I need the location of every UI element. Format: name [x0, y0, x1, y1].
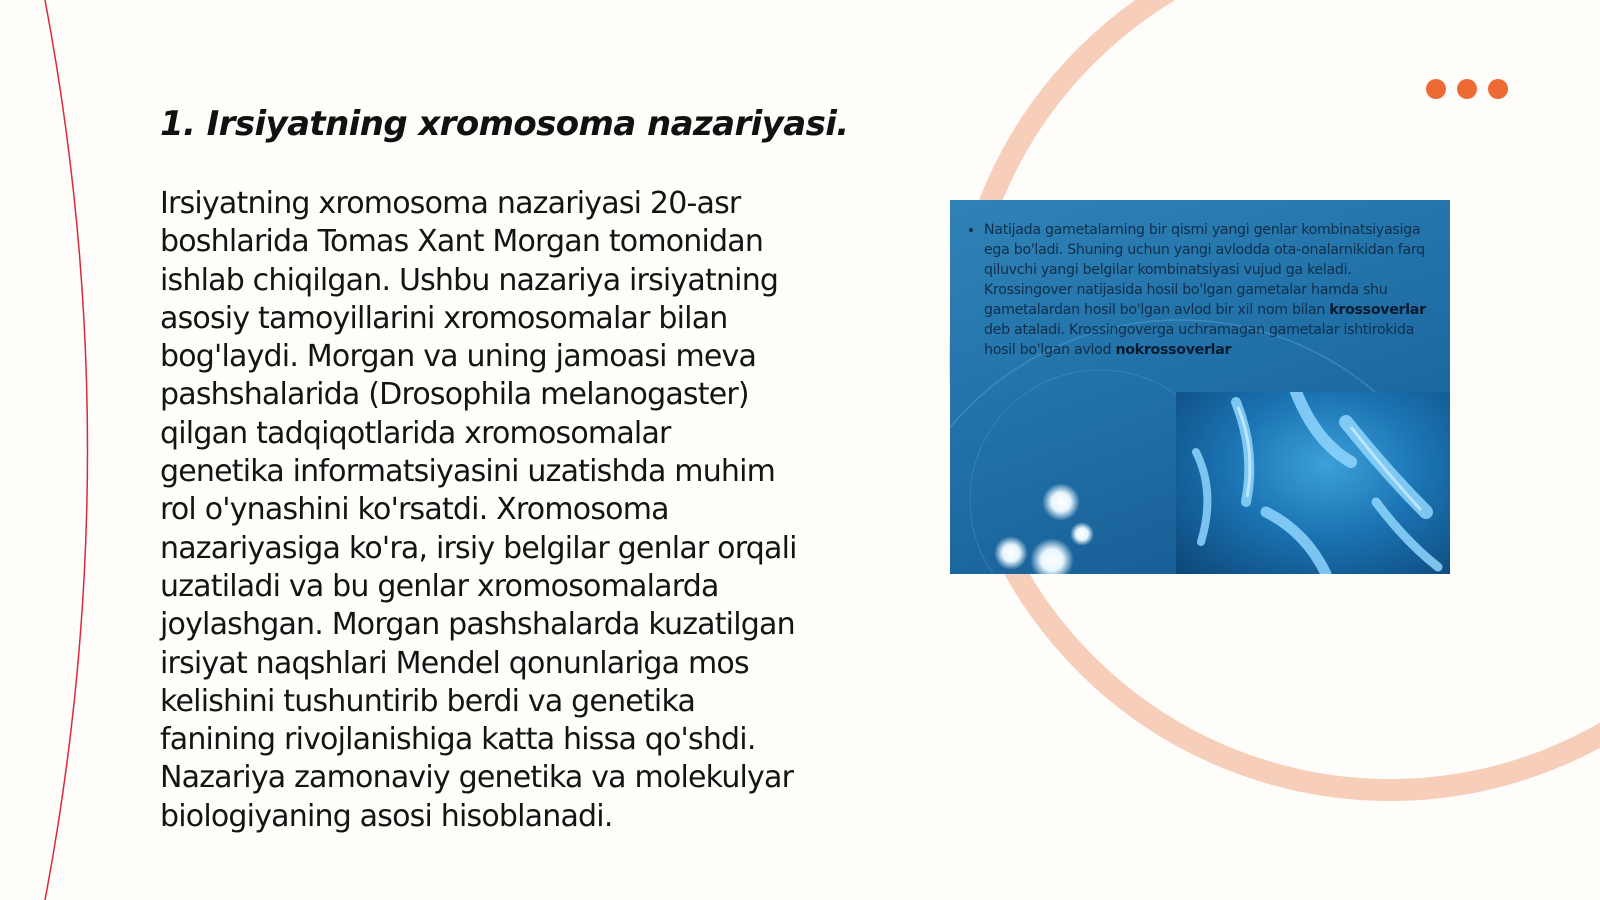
image-text-item [984, 220, 1439, 360]
body-line: Irsiyatning xromosoma nazariyasi 20-asr [160, 186, 741, 221]
image-text-line: Krossingoverga uchramagan gametalar ishtirokida [1068, 322, 1415, 338]
body-line: irsiyat naqshlari Mendel qonunlariga mos [160, 645, 749, 681]
body-line: Nazariya zamonaviy genetika va molekulyar [160, 760, 794, 796]
image-text-line: hosil bo'lgan avlod [984, 342, 1112, 358]
body-line: uzatiladi va bu genlar xromosomalarda [160, 568, 719, 604]
body-line: biologiyaning asosi hisoblanadi. [160, 798, 613, 834]
image-text-line: hamda shu gametalardan hosil bo'lgan avlod bir xil [984, 282, 1388, 318]
image-text-line: belgilar kombinatsiyasi vujud ga keladi. [1082, 262, 1352, 278]
body-line: genetika informatsiyasini uzatishda muhim [160, 454, 776, 490]
image-text-line: Krossingover natijasida hosil bo'lgan gametalar [984, 282, 1307, 298]
body-line: fanining rivojlanishiga katta hissa qo'shdi. [160, 722, 756, 758]
body-line: boshlarida Tomas Xant Morgan tomonidan [160, 224, 764, 260]
chromosome-image [950, 200, 1450, 574]
glow-dot [994, 536, 1028, 570]
body-line: bog'laydi. Morgan va uning jamoasi meva [160, 339, 757, 375]
image-text-bold: krossoverlar [1329, 302, 1426, 318]
image-text-line: avlodda ota-onalarnikidan farq qiluvchi yangi [984, 242, 1425, 278]
left-edge-curve [45, 0, 88, 900]
dot-icon [1426, 79, 1446, 99]
dots-menu-icon [1426, 79, 1508, 99]
glow-dot [1042, 483, 1080, 521]
image-text-line: deb ataladi. [984, 322, 1065, 338]
body-line: rol o'ynashini ko'rsatdi. Xromosoma [160, 492, 669, 528]
body-line: kelishini tushuntirib berdi va genetika [160, 683, 696, 719]
body-paragraph [160, 185, 840, 836]
body-line: ishlab chiqilgan. Ushbu nazariya irsiyatning [160, 262, 779, 298]
image-text-bold: nokrossoverlar [1115, 342, 1232, 358]
dot-icon [1457, 79, 1477, 99]
image-text-bullet [964, 220, 1439, 360]
body-line: qilgan tadqiqotlarida xromosomalar [160, 415, 671, 451]
body-line: nazariyasiga ko'ra, irsiy belgilar genlar orqali [160, 530, 797, 566]
image-text-line: nom bilan [1257, 302, 1326, 318]
body-line: pashshalarida (Drosophila melanogaster) [160, 377, 749, 413]
glow-dot [1030, 538, 1074, 574]
image-text-line: Natijada gametalarning bir qismi yangi genlar [984, 222, 1297, 238]
slide-title: 1. Irsiyatning xromosoma nazariyasi. [160, 104, 849, 144]
body-line: asosiy tamoyillarini xromosomalar bilan [160, 300, 728, 336]
glow-dot [1070, 522, 1094, 546]
dot-icon [1488, 79, 1508, 99]
chromosome-shapes [1176, 392, 1450, 574]
chromosome-micrograph [1176, 392, 1450, 574]
body-line: joylashgan. Morgan pashshalarda kuzatilgan [160, 607, 795, 643]
image-text-line: kombinatsiyasiga ega bo'ladi. Shuning uchun yangi [984, 222, 1421, 258]
